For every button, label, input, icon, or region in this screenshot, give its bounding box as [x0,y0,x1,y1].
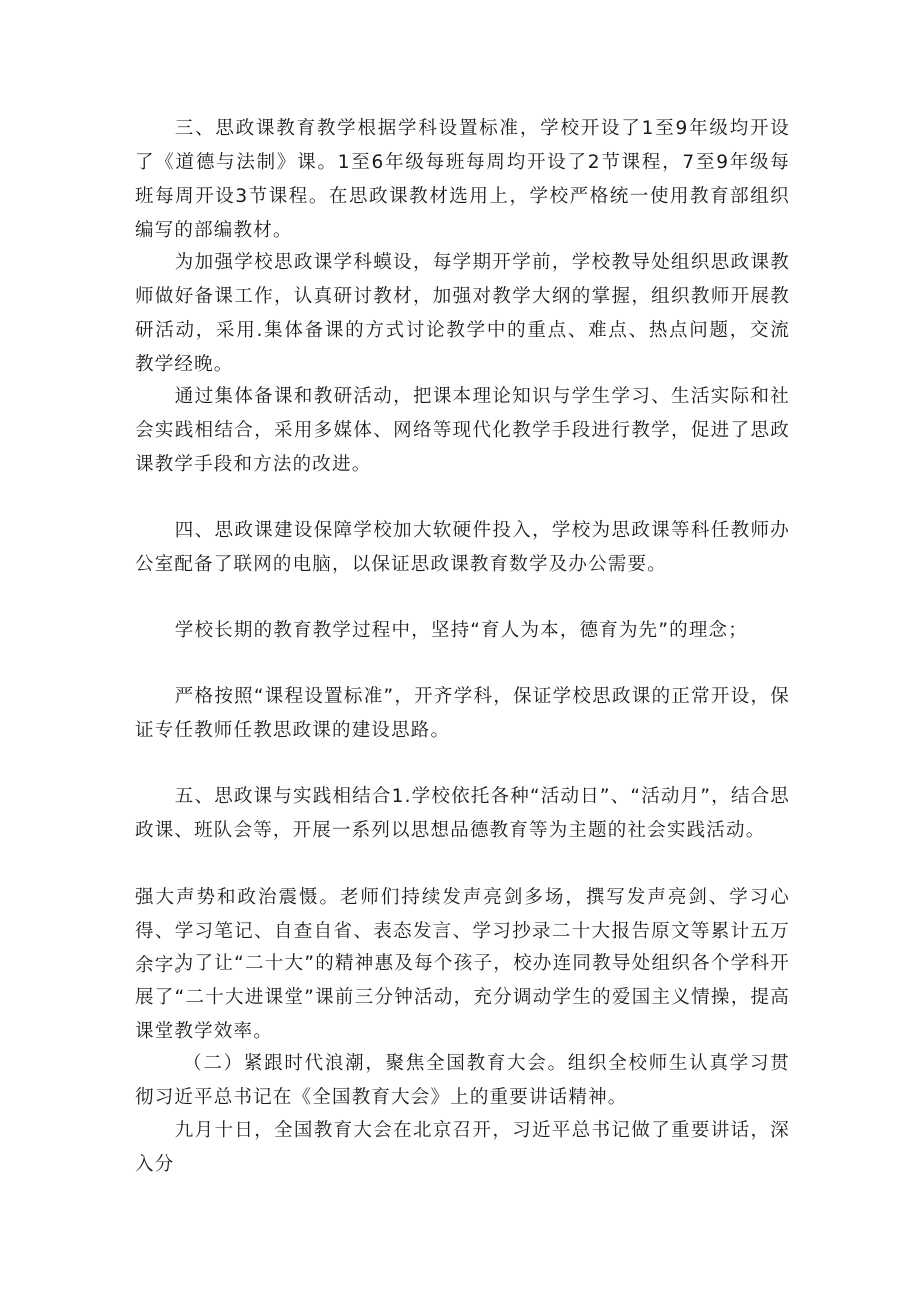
paragraph-discipline-building: 为加强学校思政课学科蟆设，每学期开学前，学校教导处组织思政课教师做好备课工作，认真研讨教材，加强对教学大纲的掌握，组织教师开展教研活动，采用.集体备课的方式讨论教学中的重点、难点、热点问题，交流教学经晚。 [135,252,790,375]
paragraph-national-conference: （二）紧跟时代浪潮，聚焦全国教育大会。组织全校师生认真学习贯彻习近平总书记在《全国教育大会》上的重要讲话精神。 [135,1053,790,1108]
paragraph-september-tenth: 九月十日，全国教育大会在北京召开，习近平总书记做了重要讲话，深入分 [135,1120,790,1175]
paragraph-teacher-voice: 强大声势和政治震慑。老师们持续发声亮剑多场，撰写发声亮剑、学习心得、学习笔记、自查自省、表态发言、学习抄录二十大报告原文等累计五万余字。 [135,887,790,976]
paragraph-educational-philosophy: 学校长期的教育教学过程中，坚持“育人为本，德育为先”的理念； [174,620,748,641]
paragraph-course-setup: 三、思政课教育教学根据学科设置标准，学校开设了1至9年级均开设了《道德与法制》课。1至6年级每班每周均开设了2节课程，7至9年级每班每周开设3节课程。在思政课教材选用上，学校严格统一使用教育部组织编写的部编教材。 [135,118,790,241]
paragraph-curriculum-standard: 严格按照“课程设置标准”，开齐学科，保证学校思政课的正常开设，保证专任教师任教思政课的建设思路。 [135,686,790,741]
paragraph-practice-integration: 五、思政课与实践相结合1.学校依托各种“活动日”、“活动月”，结合思政课、班队会等，开展一系列以思想品德教育等为主题的社会实践活动。 [135,786,790,841]
paragraph-twentieth-congress: 为了让“二十大”的精神惠及每个孩子，校办连同教导处组织各个学科开展了“二十大进课堂”课前三分钟活动，充分调动学生的爱国主义情操，提高课堂教学效率。 [135,953,790,1042]
paragraph-resource-support: 四、思政课建设保障学校加大软硬件投入，学校为思政课等科任教师办公室配备了联网的电脑，以保证思政课教育数学及办公需要。 [135,520,790,575]
paragraph-collective-prep: 通过集体备课和教研活动，把课本理论知识与学生学习、生活实际和社会实践相结合，采用多媒体、网络等现代化教学手段进行教学，促进了思政课教学手段和方法的改进。 [135,386,790,475]
